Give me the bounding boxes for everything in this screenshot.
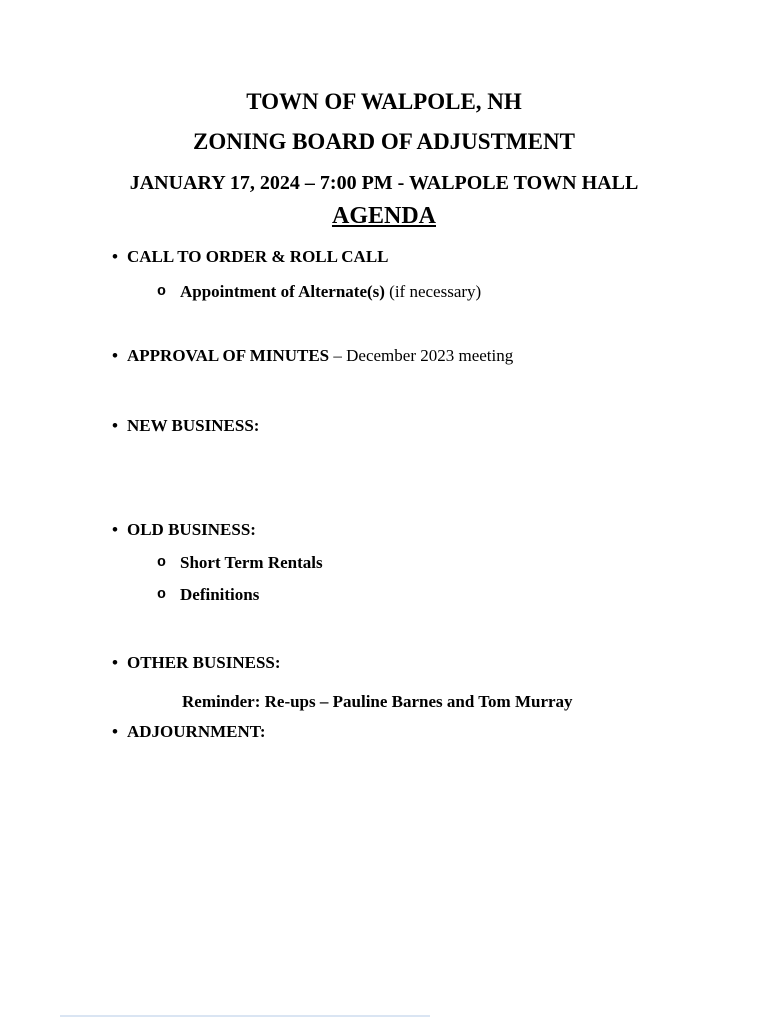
bullet-icon: •	[112, 722, 118, 741]
circle-bullet-icon: o	[157, 586, 167, 603]
agenda-subitem-definitions	[0, 585, 768, 605]
doc-title-line2: ZONING BOARD OF ADJUSTMENT	[193, 129, 575, 154]
agenda-item-approval-of-minutes	[0, 346, 768, 366]
agenda-item-call-to-order	[0, 247, 768, 267]
bullet-icon: •	[112, 520, 118, 539]
agenda-subitem-appointment-of-alternates	[0, 282, 768, 302]
agenda-item-text: OTHER BUSINESS:	[127, 653, 281, 672]
doc-title-line1: TOWN OF WALPOLE, NH	[246, 89, 522, 114]
agenda-item-text: OLD BUSINESS:	[127, 520, 256, 539]
agenda-item-text: ADJOURNMENT:	[127, 722, 266, 741]
agenda-item-adjournment	[0, 722, 768, 742]
agenda-item-other-business	[0, 653, 768, 673]
bullet-icon: •	[112, 416, 118, 435]
circle-bullet-icon: o	[157, 283, 167, 300]
bullet-icon: •	[112, 346, 118, 365]
agenda-item-text: Appointment of Alternate(s) (if necessary)	[180, 282, 482, 301]
circle-bullet-icon: o	[157, 554, 167, 571]
agenda-heading: AGENDA	[331, 203, 436, 229]
doc-date-location-line: JANUARY 17, 2024 – 7:00 PM - WALPOLE TOWN HALL	[129, 172, 639, 194]
agenda-note-reminder-reups	[0, 692, 768, 712]
agenda-list	[0, 247, 768, 742]
footer-rule	[60, 1015, 430, 1017]
bullet-icon: •	[112, 247, 118, 266]
agenda-item-text: Definitions	[180, 585, 260, 604]
agenda-item-text: Reminder: Re-ups – Pauline Barnes and Tom Murray	[182, 692, 573, 711]
agenda-item-text: NEW BUSINESS:	[127, 416, 260, 435]
agenda-item-text: Short Term Rentals	[180, 553, 323, 572]
bullet-icon: •	[112, 653, 118, 672]
agenda-item-new-business	[0, 416, 768, 436]
agenda-item-text: CALL TO ORDER & ROLL CALL	[127, 247, 389, 266]
document-header	[0, 0, 768, 228]
agenda-item-old-business	[0, 520, 768, 540]
agenda-item-text: APPROVAL OF MINUTES – December 2023 meeting	[127, 346, 514, 365]
agenda-subitem-short-term-rentals	[0, 553, 768, 573]
